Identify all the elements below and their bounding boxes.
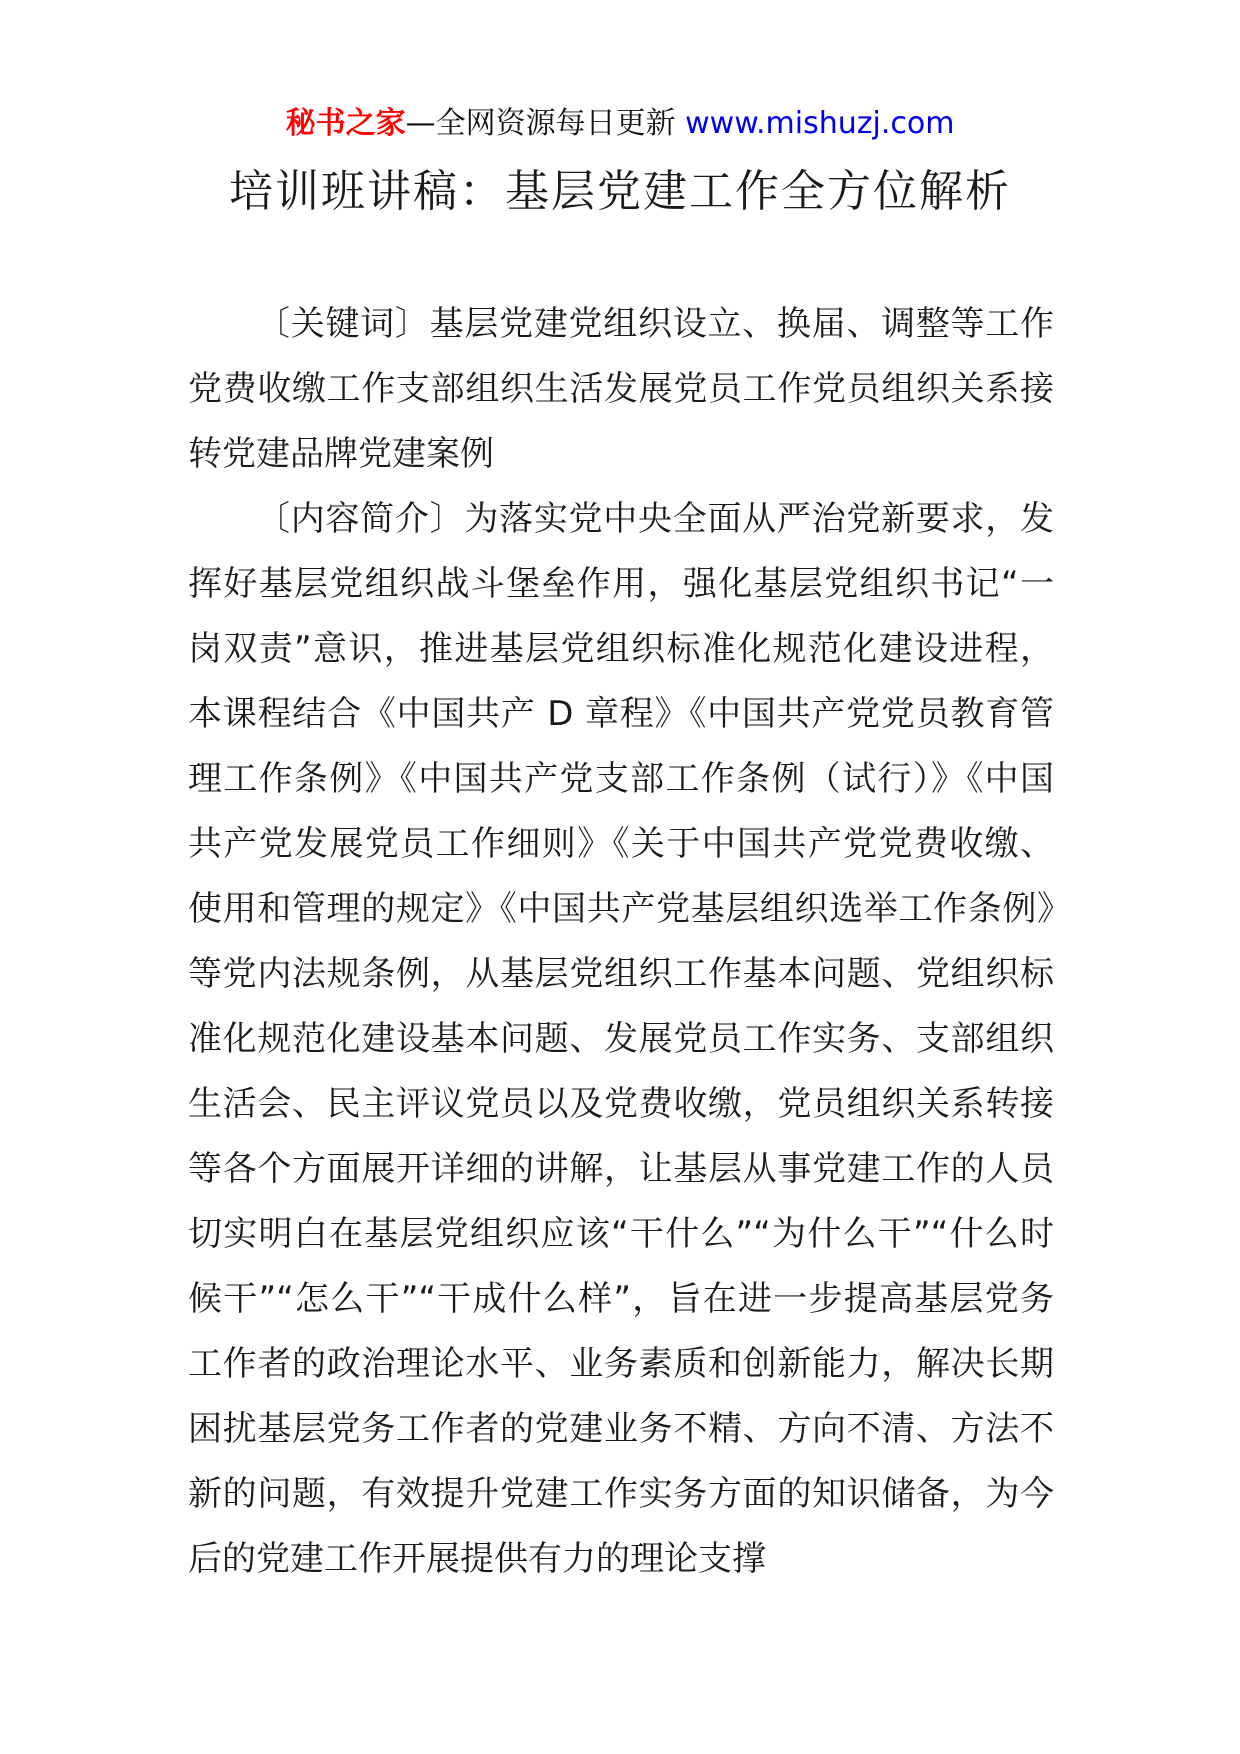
site-tagline: —全网资源每日更新 [405,106,686,141]
keywords-paragraph: 〔关键词〕基层党建党组织设立、换届、调整等工作党费收缴工作支部组织生活发展党员工作党员组织关系接转党建品牌党建案例 [188,304,1054,474]
brand-name: 秘书之家 [285,106,406,141]
site-url-link[interactable]: www.mishuzj.com [685,106,955,141]
document-title: 培训班讲稿：基层党建工作全方位解析 [229,166,1011,217]
document-body [188,292,1054,1592]
site-header [0,102,1240,146]
summary-paragraph: 〔内容简介〕为落实党中央全面从严治党新要求，发挥好基层党组织战斗堡垒作用，强化基层党组织书记“一岗双责”意识，推进基层党组织标准化规范化建设进程，本课程结合《中国共产 D 章程》《中国共产党党员教育管理工作条例》《中国共产党支部工作条例（试行）》《中国共产党发展党员工作细则》《关于中国共产党党费收缴、使用和管理的规定》《中国共产党基层组织选举工作条例》等党内法规条例，从基层党组织工作基本问题、党组织标准化规范化建设基本问题、发展党员工作实务、支部组织生活会、民主评议党员以及党费收缴，党员组织关系转接等各个方面展开详细的讲解，让基层从事党建工作的人员切实明白在基层党组织应该“干什么”“为什么干”“什么时候干”“怎么干”“干成什么样”，旨在进一步提高基层党务工作者的政治理论水平、业务素质和创新能力，解决长期困扰基层党务工作者的党建业务不精、方向不清、方法不新的问题，有效提升党建工作实务方面的知识储备，为今后的党建工作开展提供有力的理论支撑 [188,499,1054,1579]
